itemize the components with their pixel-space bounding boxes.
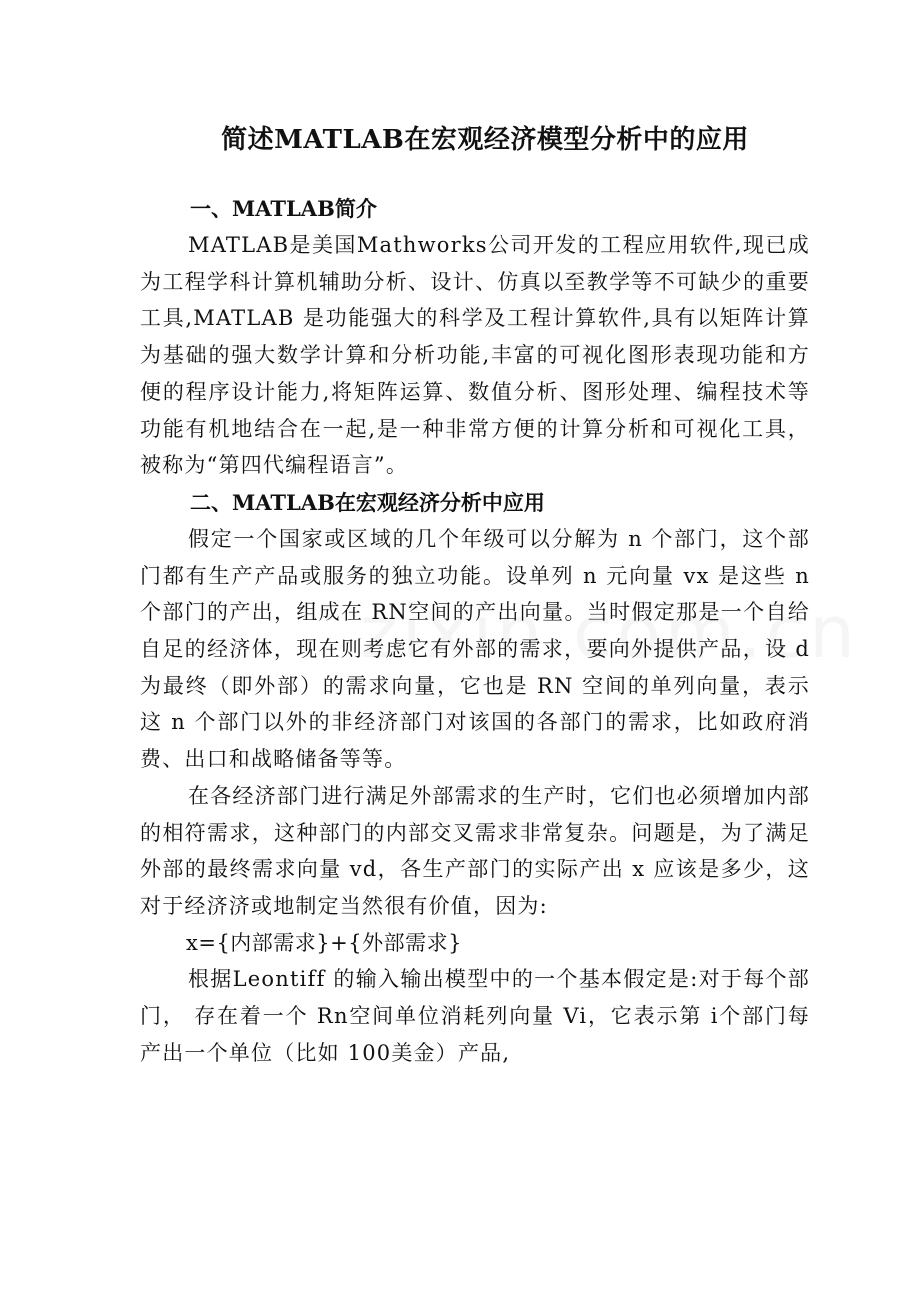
paragraph-application-1: 假定一个国家或区域的几个年级可以分解为 n 个部门，这个部门都有生产产品或服务的独立功能。设单列 n 元向量 vx 是这些 n 个部门的产出，组成在 RN空间的产出向量。当时假定那是一个自给自足的经济体，现在则考虑它有外部的需求，要向外提供产品，设 d 为最终（即外部）的需求向量，它也是 RN 空间的单列向量，表示这 n 个部门以外的非经济部门对该国的各部门的需求，比如政府消费、出口和战略储备等等。 bbox=[140, 526, 810, 772]
formula-line: x={内部需求}+{外部需求} bbox=[186, 930, 462, 955]
section-heading-intro: 一、MATLAB简介 bbox=[190, 196, 377, 221]
section-heading-application: 二、MATLAB在宏观经济分析中应用 bbox=[190, 489, 545, 515]
paragraph-application-2: 在各经济部门进行满足外部需求的生产时，它们也必须增加内部的相符需求，这种部门的内部交叉需求非常复杂。问题是，为了满足外部的最终需求向量 vd，各生产部门的实际产出 x 应该是多少，这对于经济济或地制定当然很有价值，因为: bbox=[140, 783, 810, 918]
document-title: 简述MATLAB在宏观经济模型分析中的应用 bbox=[221, 125, 749, 155]
paragraph-application-3: 根据Leontiff 的输入输出模型中的一个基本假定是:对于每个部门， 存在着一个 Rn空间单位消耗列向量 Vi，它表示第 i个部门每产出一个单位（比如 100美金）产品, bbox=[140, 967, 810, 1065]
paragraph-intro: MATLAB是美国Mathworks公司开发的工程应用软件,现已成为工程学科计算机辅助分析、设计、仿真以至教学等不可缺少的重要工具,MATLAB 是功能强大的科学及工程计算软件,具有以矩阵计算为基础的强大数学计算和分析功能,丰富的可视化图形表现功能和方便的程序设计能力,将矩阵运算、数值分析、图形处理、编程技术等功能有机地结合在一起,是一种非常方便的计算分析和可视化工具，被称为“第四代编程语言”。 bbox=[140, 233, 810, 478]
